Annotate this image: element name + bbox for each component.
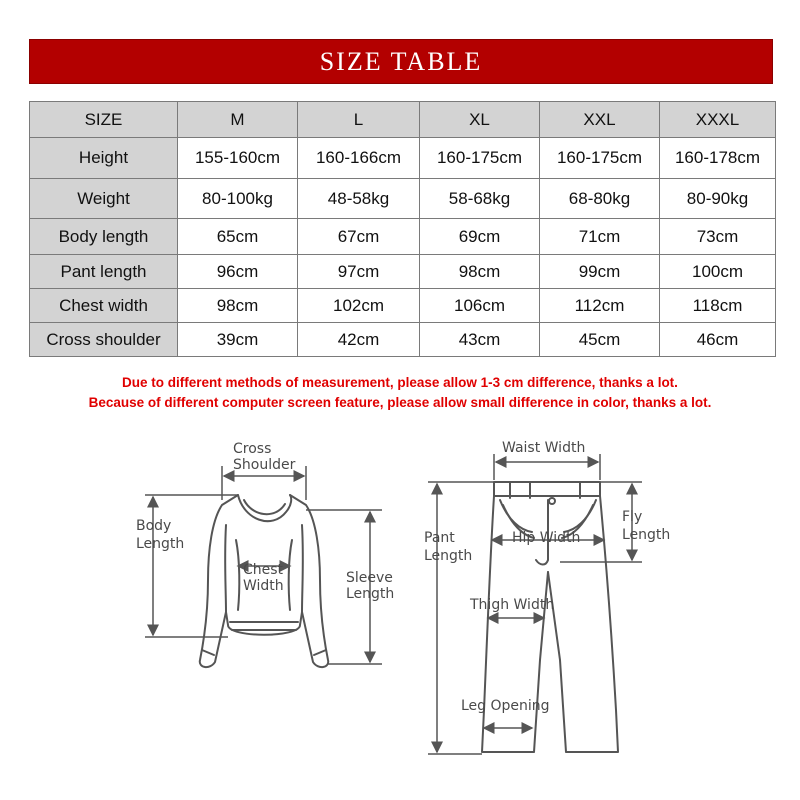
row-label: Chest width [30, 289, 178, 323]
table-cell: 42cm [298, 323, 420, 357]
table-cell: 46cm [660, 323, 776, 357]
row-label: Body length [30, 219, 178, 255]
pant-length-label [424, 530, 472, 564]
table-cell: 97cm [298, 255, 420, 289]
header-cell: XXL [540, 102, 660, 138]
table-cell: 99cm [540, 255, 660, 289]
fly-length-line1: Fly [622, 509, 643, 525]
waist-width-measure [494, 454, 600, 480]
table-cell: 160-178cm [660, 138, 776, 179]
table-cell: 96cm [178, 255, 298, 289]
row-label: Pant length [30, 255, 178, 289]
sleeve-length-line2: Length [346, 586, 395, 602]
table-cell: 73cm [660, 219, 776, 255]
sleeve-length-line1: Sleeve [346, 570, 393, 586]
header-cell: SIZE [30, 102, 178, 138]
table-cell: 98cm [178, 289, 298, 323]
note-measurement: Due to different methods of measurement, please allow 1-3 cm difference, thanks a lot. [122, 375, 678, 390]
table-cell: 118cm [660, 289, 776, 323]
table-cell: 160-175cm [420, 138, 540, 179]
leg-opening-label: Leg Opening [461, 698, 550, 714]
hip-width-label: Hip Width [512, 530, 581, 546]
table-cell: 98cm [420, 255, 540, 289]
table-cell: 65cm [178, 219, 298, 255]
table-cell: 68-80kg [540, 179, 660, 219]
cross-shoulder-line1: Cross [233, 441, 272, 457]
table-cell: 45cm [540, 323, 660, 357]
table-cell: 100cm [660, 255, 776, 289]
header-cell: XL [420, 102, 540, 138]
row-label: Cross shoulder [30, 323, 178, 357]
table-cell: 43cm [420, 323, 540, 357]
table-cell: 71cm [540, 219, 660, 255]
table-cell: 48-58kg [298, 179, 420, 219]
header-cell: XXXL [660, 102, 776, 138]
table-cell: 106cm [420, 289, 540, 323]
table-cell: 102cm [298, 289, 420, 323]
table-cell: 80-100kg [178, 179, 298, 219]
chest-width-line1: Chest [243, 562, 284, 578]
table-cell: 112cm [540, 289, 660, 323]
fly-length-label [622, 509, 670, 543]
waist-width-label: Waist Width [502, 440, 586, 456]
table-cell: 160-175cm [540, 138, 660, 179]
body-length-line2: Length [136, 536, 185, 552]
fly-length-line2: Length [622, 527, 671, 543]
table-cell: 80-90kg [660, 179, 776, 219]
cross-shoulder-line2: Shoulder [233, 457, 296, 473]
body-length-line1: Body [136, 518, 172, 534]
chest-width-line2: Width [243, 578, 284, 594]
note-color: Because of different computer screen feature, please allow small difference in color, thanks a lot. [88, 395, 712, 410]
row-label: Height [30, 138, 178, 179]
table-cell: 67cm [298, 219, 420, 255]
header-cell: M [178, 102, 298, 138]
size-table-title: SIZE TABLE [319, 46, 483, 76]
table-cell: 69cm [420, 219, 540, 255]
pant-length-line1: Pant [424, 530, 455, 546]
pant-length-line2: Length [424, 548, 473, 564]
table-cell: 155-160cm [178, 138, 298, 179]
header-cell: L [298, 102, 420, 138]
thigh-width-label: Thigh Width [470, 597, 555, 613]
table-cell: 39cm [178, 323, 298, 357]
table-cell: 58-68kg [420, 179, 540, 219]
table-cell: 160-166cm [298, 138, 420, 179]
row-label: Weight [30, 179, 178, 219]
